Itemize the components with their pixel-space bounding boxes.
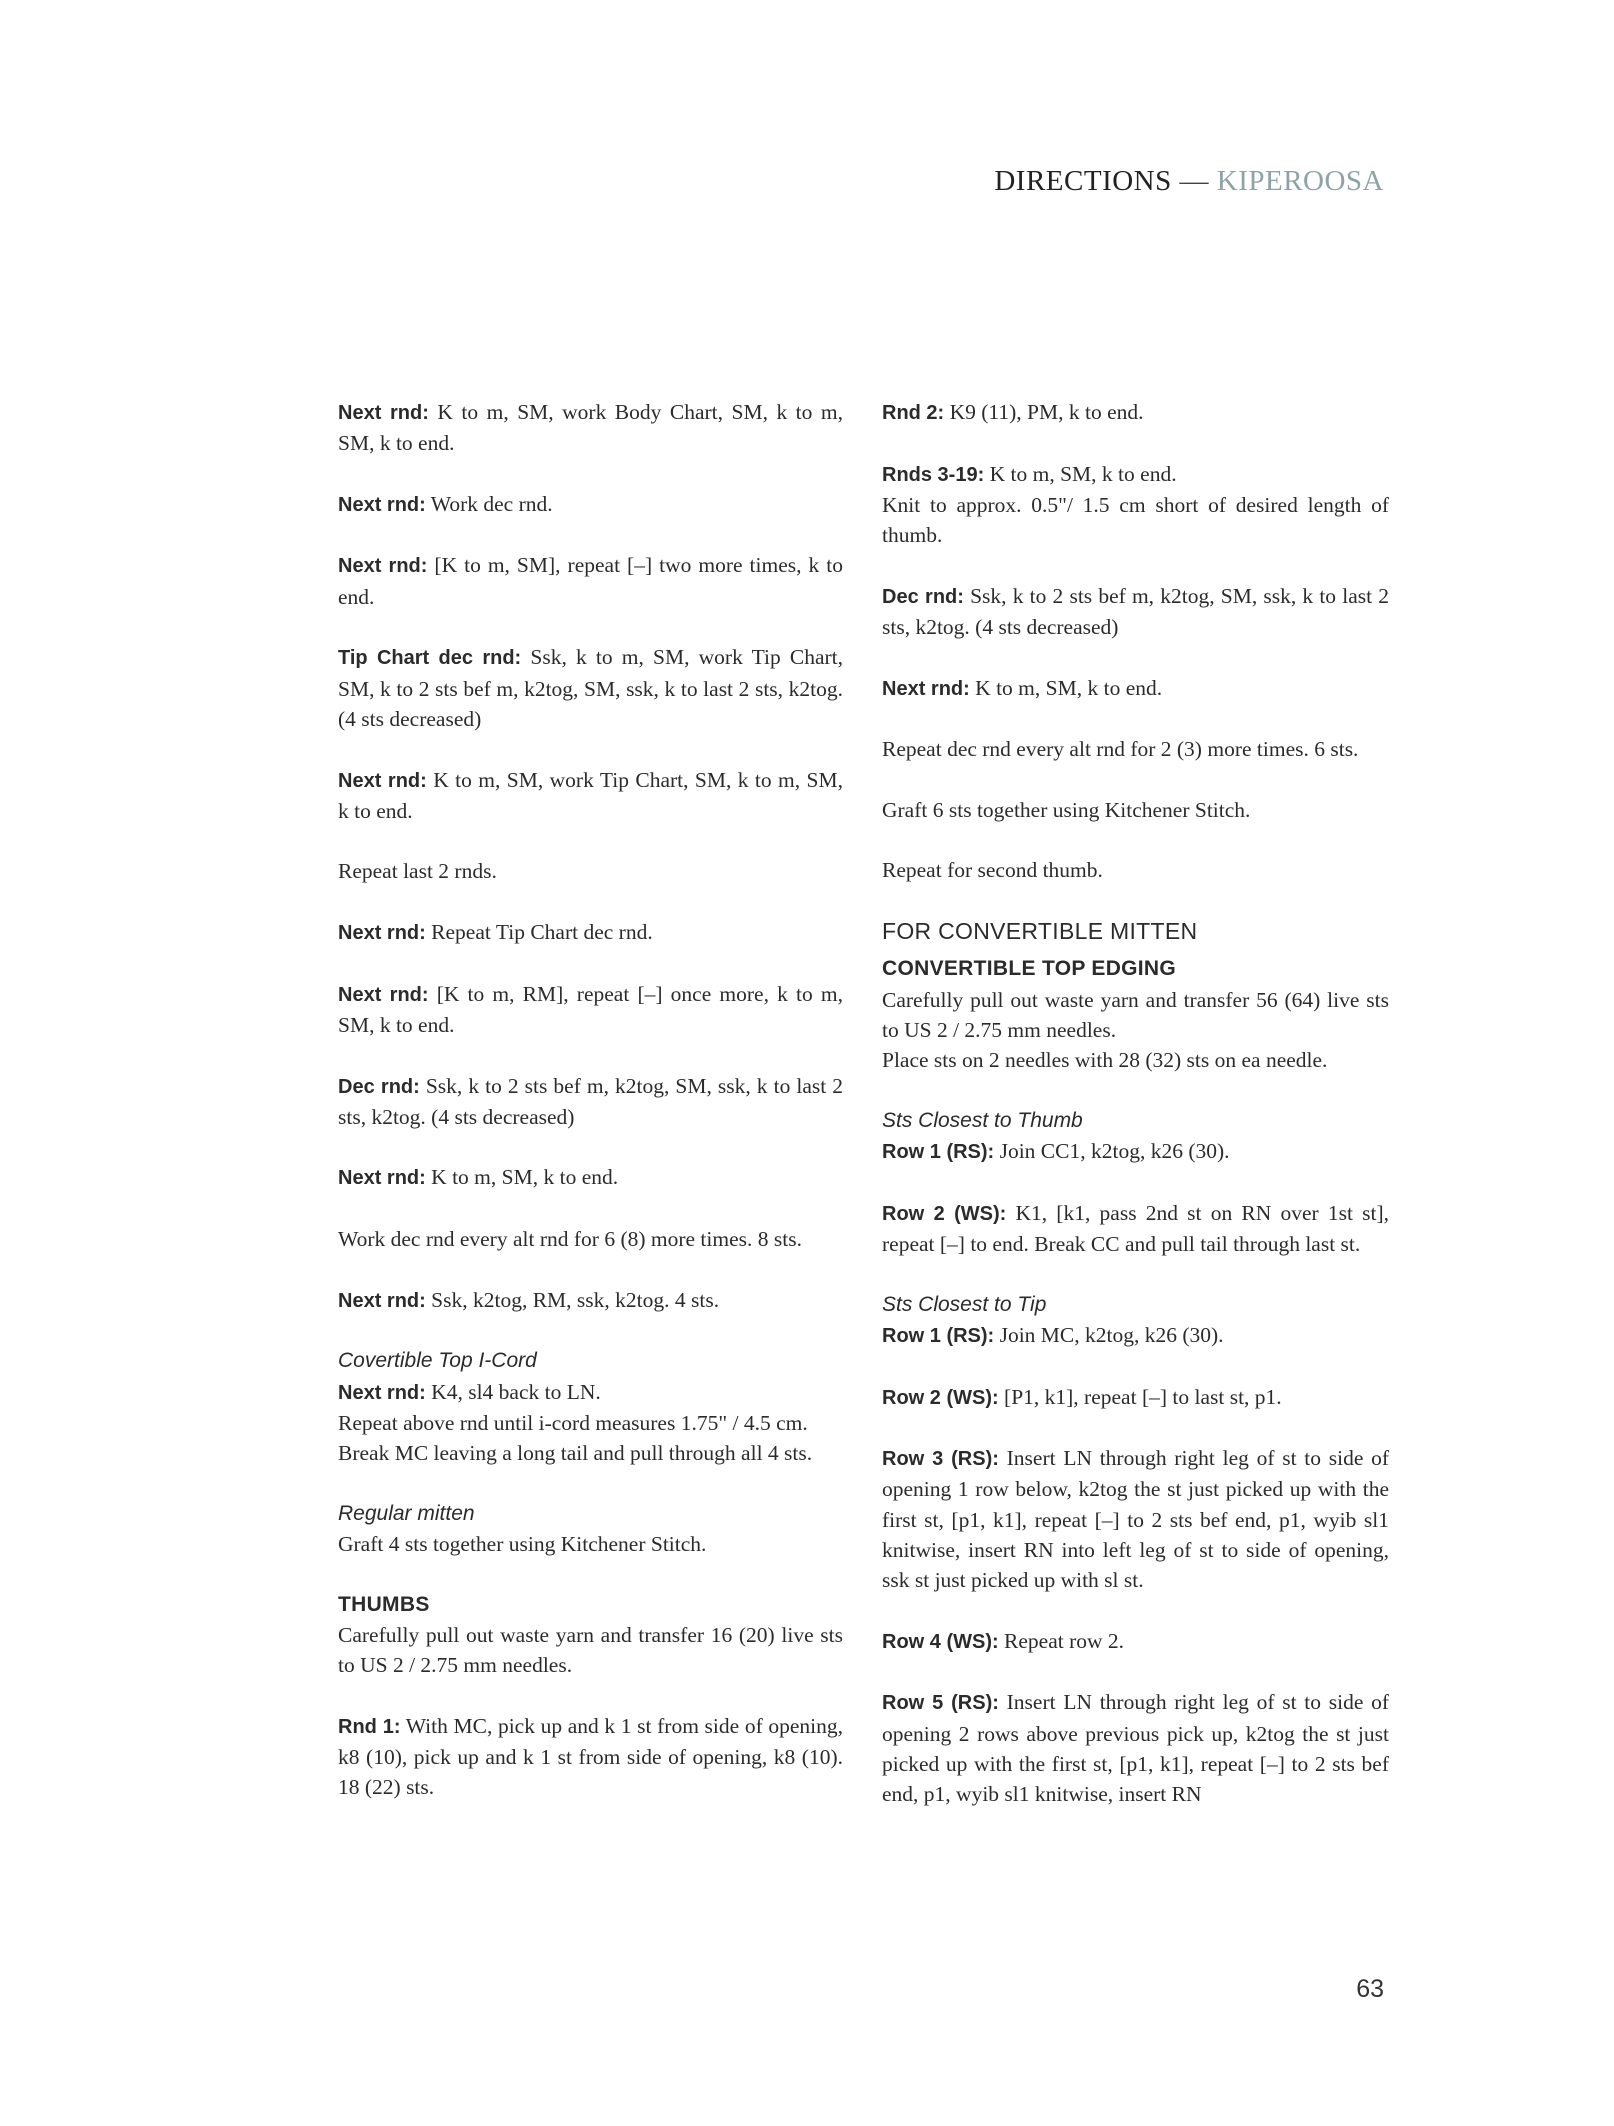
instruction-text: K to m, SM, work Body Chart, SM, k to m, SM, k to end. xyxy=(338,400,843,456)
instruction-text: Ssk, k to 2 sts bef m, k2tog, SM, ssk, k to last 2 sts, k2tog. (4 sts decreased) xyxy=(338,1073,844,1129)
right-column xyxy=(882,397,1389,1840)
instruction-label: Row 5 (RS): xyxy=(882,1692,999,1715)
instruction-text: Insert LN through right leg of st to side of opening 2 rows above previous pick up, k2tog the st just picked up with the first st, [p1, k1], repeat [–] to 2 sts bef end, p1, wyib sl1 knitwise, insert RN xyxy=(882,1690,1390,1807)
instruction-label: Dec rnd: xyxy=(882,585,964,608)
instruction-text: [K to m, RM], repeat [–] once more, k to m, SM, k to end. xyxy=(338,981,843,1037)
instruction-text: Join CC1, k2tog, k26 (30). xyxy=(994,1139,1230,1164)
instruction-text: K4, sl4 back to LN. xyxy=(425,1379,601,1404)
header-dash: — xyxy=(1179,165,1209,197)
instruction-text: K to m, SM, work Tip Chart, SM, k to m, SM, k to end. xyxy=(338,767,843,823)
icord-heading: Covertible Top I-Cord xyxy=(338,1349,537,1373)
instruction-label: Next rnd: xyxy=(338,922,426,945)
instruction-label: Rnd 1: xyxy=(338,1715,401,1738)
paragraph xyxy=(882,459,1389,490)
instruction-text: Join MC, k2tog, k26 (30). xyxy=(994,1322,1224,1347)
paragraph: Repeat above rnd until i-cord measures 1.75" / 4.5 cm. xyxy=(338,1410,808,1435)
instruction-label: Next rnd: xyxy=(338,983,429,1006)
paragraph xyxy=(338,1377,843,1408)
paragraph xyxy=(338,1711,843,1803)
left-column xyxy=(338,397,843,1833)
instruction-label: Next rnd: xyxy=(882,677,970,700)
instruction-text: Ssk, k to m, SM, work Tip Chart, SM, k to 2 sts bef m, k2tog, SM, ssk, k to last 2 sts, k2tog. (4 sts decreased) xyxy=(338,645,843,731)
instruction-label: Dec rnd: xyxy=(338,1075,420,1098)
instruction-text: K to m, SM, k to end. xyxy=(425,1165,619,1190)
paragraph xyxy=(882,397,1389,428)
paragraph: Repeat last 2 rnds. xyxy=(338,859,497,884)
instruction-text: Repeat Tip Chart dec rnd. xyxy=(425,920,653,945)
paragraph xyxy=(338,1285,843,1316)
instruction-text: [K to m, SM], repeat [–] two more times, k to end. xyxy=(338,553,843,609)
instruction-label: Next rnd: xyxy=(338,493,426,516)
instruction-text: [P1, k1], repeat [–] to last st, p1. xyxy=(998,1384,1282,1409)
instruction-text: K1, [k1, pass 2nd st on RN over 1st st], repeat [–] to end. Break CC and pull tail through last st. xyxy=(882,1200,1389,1257)
instruction-label: Next rnd: xyxy=(338,769,427,792)
tip-side-heading: Sts Closest to Tip xyxy=(882,1292,1047,1316)
paragraph xyxy=(338,1162,843,1193)
paragraph xyxy=(882,1136,1389,1167)
instruction-label: Tip Chart dec rnd: xyxy=(338,647,522,670)
paragraph xyxy=(882,1443,1389,1595)
instruction-label: Row 3 (RS): xyxy=(882,1448,999,1471)
page-header xyxy=(994,165,1384,198)
header-subtitle: KIPEROOSA xyxy=(1216,165,1384,197)
instruction-text: Insert LN through right leg of st to side of opening 1 row below, k2tog the st just picked up with the first st, [p1, k1], repeat [–] to 2 sts bef end, p1, wyib sl1 knitwise, insert RN into left leg of st to side of opening, ssk st just picked up with sl st. xyxy=(882,1446,1390,1593)
page-number: 63 xyxy=(1356,1975,1384,2003)
paragraph: Break MC leaving a long tail and pull through all 4 sts. xyxy=(338,1441,813,1466)
instruction-label: Row 4 (WS): xyxy=(882,1630,999,1653)
instruction-label: Row 1 (RS): xyxy=(882,1324,995,1347)
paragraph: Carefully pull out waste yarn and transfer 56 (64) live sts to US 2 / 2.75 mm needles. xyxy=(882,987,1389,1042)
paragraph: Work dec rnd every alt rnd for 6 (8) more times. 8 sts. xyxy=(338,1227,802,1252)
instruction-text: Repeat row 2. xyxy=(998,1628,1125,1653)
instruction-label: Row 1 (RS): xyxy=(882,1141,995,1164)
paragraph xyxy=(882,673,1389,704)
paragraph xyxy=(338,917,843,948)
regular-mitten-heading: Regular mitten xyxy=(338,1501,475,1525)
convertible-section-title: FOR CONVERTIBLE MITTEN xyxy=(882,918,1198,945)
paragraph xyxy=(338,397,843,459)
instruction-text: Work dec rnd. xyxy=(425,491,553,516)
instruction-label: Rnds 3-19: xyxy=(882,463,985,486)
header-title: DIRECTIONS xyxy=(994,165,1172,197)
instruction-label: Next rnd: xyxy=(338,1289,426,1312)
instruction-text: With MC, pick up and k 1 st from side of opening, k8 (10), pick up and k 1 st from side of opening, k8 (10). 18 (22) sts. xyxy=(338,1713,844,1800)
instruction-label: Next rnd: xyxy=(338,402,429,424)
instruction-label: Row 2 (WS): xyxy=(882,1386,999,1409)
paragraph xyxy=(338,550,843,612)
paragraph xyxy=(882,1198,1389,1260)
paragraph xyxy=(338,642,843,734)
paragraph xyxy=(338,1071,843,1133)
paragraph xyxy=(882,1320,1389,1351)
paragraph xyxy=(882,1382,1389,1413)
paragraph: Graft 4 sts together using Kitchener Stitch. xyxy=(338,1531,707,1556)
paragraph: Carefully pull out waste yarn and transfer 16 (20) live sts to US 2 / 2.75 mm needles. xyxy=(338,1622,843,1678)
paragraph xyxy=(338,979,843,1041)
instruction-text: K to m, SM, k to end. xyxy=(984,461,1177,486)
instruction-label: Rnd 2: xyxy=(882,402,945,424)
paragraph: Repeat for second thumb. xyxy=(882,858,1103,883)
paragraph: Knit to approx. 0.5"/ 1.5 cm short of desired length of thumb. xyxy=(882,492,1389,548)
paragraph: Place sts on 2 needles with 28 (32) sts on ea needle. xyxy=(882,1048,1328,1073)
paragraph xyxy=(882,1626,1389,1657)
paragraph xyxy=(338,489,843,520)
convertible-edging-heading: CONVERTIBLE TOP EDGING xyxy=(882,957,1177,981)
paragraph xyxy=(882,581,1389,643)
instruction-text: Ssk, k to 2 sts bef m, k2tog, SM, ssk, k to last 2 sts, k2tog. (4 sts decreased) xyxy=(882,583,1389,640)
instruction-label: Next rnd: xyxy=(338,1167,426,1190)
thumb-side-heading: Sts Closest to Thumb xyxy=(882,1108,1083,1132)
instruction-text: Ssk, k2tog, RM, ssk, k2tog. 4 sts. xyxy=(425,1287,720,1312)
paragraph xyxy=(338,765,843,827)
instruction-text: K9 (11), PM, k to end. xyxy=(944,400,1144,424)
instruction-label: Next rnd: xyxy=(338,555,428,578)
thumbs-heading: THUMBS xyxy=(338,1592,430,1616)
paragraph: Graft 6 sts together using Kitchener Stitch. xyxy=(882,797,1251,822)
instruction-text: K to m, SM, k to end. xyxy=(969,675,1163,700)
instruction-label: Next rnd: xyxy=(338,1381,426,1404)
instruction-label: Row 2 (WS): xyxy=(882,1202,1007,1225)
paragraph: Repeat dec rnd every alt rnd for 2 (3) more times. 6 sts. xyxy=(882,737,1359,762)
paragraph xyxy=(882,1687,1389,1809)
